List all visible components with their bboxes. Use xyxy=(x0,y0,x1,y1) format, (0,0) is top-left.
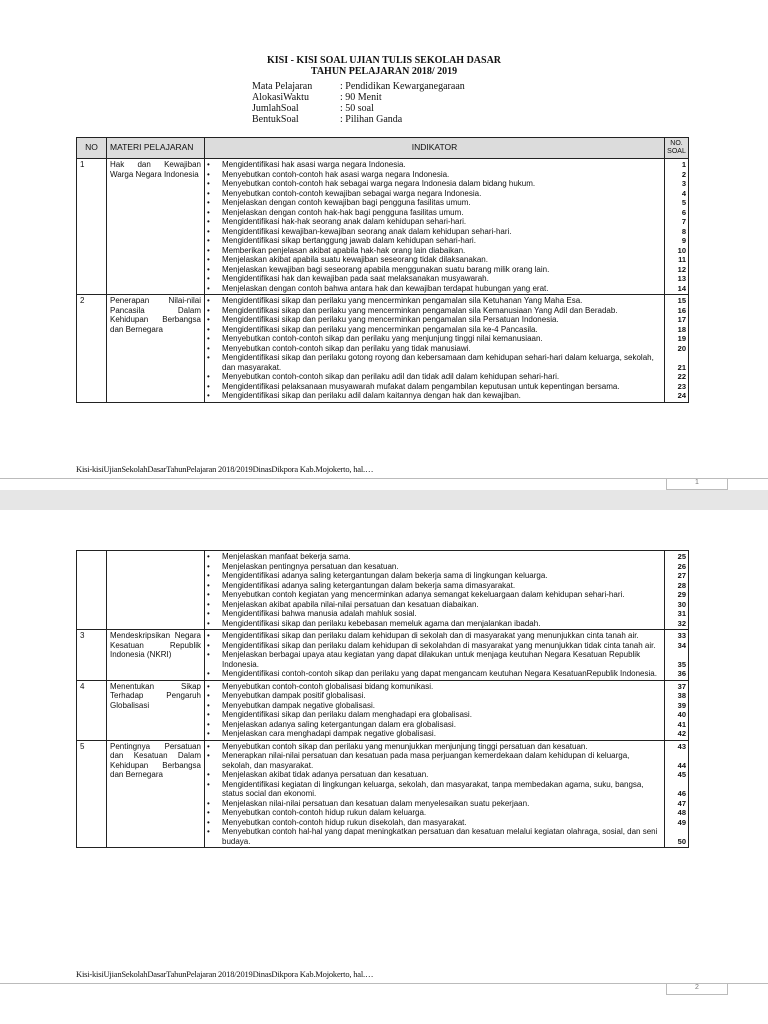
soal-number-list xyxy=(667,682,686,739)
indicator-item: • Mengidentifikasi pelaksanaan musyawarah mufakat dalam pengambilan keputusan untuk kepentingan bersama. xyxy=(207,382,661,392)
indicator-item: • Menyebutkan contoh-contoh hak sebagai warga negara Indonesia dalam bidang hukum. xyxy=(207,179,661,189)
row-no: 4 xyxy=(77,680,107,740)
soal-number: 21 xyxy=(677,362,686,372)
soal-number: 13 xyxy=(677,274,686,283)
indicator-item: • Menjelaskan berbagai upaya atau kegiatan yang dapat dilakukan untuk menjaga keutuhan Negara Kesatuan Republik Indonesia. xyxy=(207,650,661,669)
indicator-list xyxy=(207,682,661,739)
soal-number: 34 xyxy=(677,640,686,650)
page-number: 2 xyxy=(666,983,728,995)
indicator-item: • Menyebutkan contoh-contoh sikap dan perilaku yang menjunjung tinggi nilai kemanusiaan. xyxy=(207,334,661,344)
row-materi: Hak dan Kewajiban Warga Negara Indonesia xyxy=(107,159,205,295)
soal-number: 27 xyxy=(677,571,686,580)
soal-number-list xyxy=(667,742,686,847)
indicator-item: • Menjelaskan cara menghadapi dampak negative globalisasi. xyxy=(207,729,661,739)
indicator-item: • Mengidentifikasi sikap bertanggung jawab dalam kehidupan sehari-hari. xyxy=(207,236,661,246)
page-divider xyxy=(0,478,768,479)
soal-number: 50 xyxy=(677,836,686,846)
soal-number: 19 xyxy=(677,334,686,343)
soal-number: 17 xyxy=(677,315,686,324)
soal-number: 29 xyxy=(677,590,686,599)
indicator-item: • Mengidentifikasi sikap dan perilaku dalam menghadapi era globalisasi. xyxy=(207,710,661,720)
meta-key: BentukSoal xyxy=(252,114,299,125)
soal-number: 8 xyxy=(681,226,686,236)
soal-number: 45 xyxy=(677,770,686,779)
indicator-item: • Menjelaskan akibat tidak adanya persatuan dan kesatuan. xyxy=(207,770,661,780)
meta-key: Mata Pelajaran xyxy=(252,81,313,92)
page-footer: Kisi-kisiUjianSekolahDasarTahunPelajaran 2018/2019DinasDikpora Kab.Mojokerto, hal.… xyxy=(76,969,374,979)
soal-number: 5 xyxy=(681,198,686,207)
indicator-item: • Mengidentifikasi sikap dan perilaku yang mencerminkan pengamalan sila Kemanusiaan Yang Adil dan Beradab. xyxy=(207,306,661,316)
indicator-item: • Mengidentifikasi adanya saling ketergantungan dalam bekerja sama di lingkungan keluarga. xyxy=(207,571,661,581)
meta-row-count xyxy=(252,103,465,114)
soal-number-list xyxy=(667,296,686,401)
indicator-item: • Mengidentifikasi hak asasi warga negara Indonesia. xyxy=(207,160,661,170)
soal-number: 24 xyxy=(677,391,686,400)
meta-row-subject xyxy=(252,81,465,92)
indicator-item: • Mengidentifikasi hak-hak seorang anak dalam kehidupan sehari-hari. xyxy=(207,217,661,227)
indicator-item: • Mengidentifikasi sikap dan perilaku yang mencerminkan pengamalan sila Ketuhanan Yang Maha Esa. xyxy=(207,296,661,306)
table-header-row xyxy=(77,138,689,159)
soal-number: 6 xyxy=(681,207,686,217)
page-number: 1 xyxy=(666,478,728,490)
indicator-item: • Menjelaskan nilai-nilai persatuan dan kesatuan dalam menyelesaikan suatu pekerjaan. xyxy=(207,799,661,809)
soal-number: 32 xyxy=(677,618,686,628)
page-divider xyxy=(0,983,768,984)
soal-number: 28 xyxy=(677,580,686,590)
row-materi: Pentingnya Persatuan dan Kesatuan Dalam Kehidupan Berbangsa dan Bernegara xyxy=(107,740,205,848)
indicator-item: • Mengidentifikasi bahwa manusia adalah mahluk sosial. xyxy=(207,609,661,619)
soal-number: 10 xyxy=(677,245,686,255)
indicator-item: • Mengidentifikasi sikap dan perilaku adil dalam kaitannya dengan hak dan kewajiban. xyxy=(207,391,661,401)
indicator-item: • Mengidentifikasi hak dan kewajiban pada saat melaksanakan musyawarah. xyxy=(207,274,661,284)
table-row xyxy=(77,295,689,403)
meta-value: : 50 soal xyxy=(340,103,374,114)
row-materi xyxy=(107,551,205,630)
soal-number: 39 xyxy=(677,700,686,710)
soal-number: 35 xyxy=(677,659,686,669)
indicator-item: • Menyebutkan contoh-contoh sikap dan perilaku adil dan tidak adil dalam kehidupan sehari-hari. xyxy=(207,372,661,382)
row-materi: Penerapan Nilai-nilai Pancasila Dalam Kehidupan Berbangsa dan Bernegara xyxy=(107,295,205,403)
indicator-item: • Menyebutkan contoh-contoh globalisasi bidang komunikasi. xyxy=(207,682,661,692)
soal-number: 9 xyxy=(681,236,686,245)
indicator-item: • Menjelaskan dengan contoh hak-hak bagi pengguna fasilitas umum. xyxy=(207,208,661,218)
soal-number: 11 xyxy=(678,255,686,264)
document-subtitle: TAHUN PELAJARAN 2018/ 2019 xyxy=(310,66,458,77)
soal-number-list xyxy=(667,631,686,679)
indicator-list xyxy=(207,296,661,401)
table-row xyxy=(77,630,689,681)
indicator-item: • Mengidentifikasi adanya saling ketergantungan dalam bekerja sama dimasyarakat. xyxy=(207,581,661,591)
kisi-table-page-1 xyxy=(76,137,689,403)
page-footer: Kisi-kisiUjianSekolahDasarTahunPelajaran 2018/2019DinasDikpora Kab.Mojokerto, hal.… xyxy=(76,464,374,474)
meta-info xyxy=(252,81,465,125)
soal-number: 42 xyxy=(677,729,686,738)
indicator-item: • Menerapkan nilai-nilai persatuan dan kesatuan pada masa perjuangan kemerdekaan dalam kehidupan di keluarga, sekolah, dan masyarakat. xyxy=(207,751,661,770)
meta-row-type xyxy=(252,114,465,125)
indicator-item: • Menyebutkan contoh sikap dan perilaku yang menunjukkan menjunjung tinggi persatuan dan kesatuan. xyxy=(207,742,661,752)
indicator-item: • Menjelaskan manfaat bekerja sama. xyxy=(207,552,661,562)
header-indikator: INDIKATOR xyxy=(205,138,665,159)
soal-number: 14 xyxy=(677,283,686,293)
indicator-item: • Mengidentifikasi kegiatan di lingkungan keluarga, sekolah, dan masyarakat, tanpa membedakan agama, suku, bangsa, status social dan ekonomi. xyxy=(207,780,661,799)
indicator-item: • Mengidentifikasi sikap dan perilaku yang mencerminkan pengamalan sila ke-4 Pancasila. xyxy=(207,325,661,335)
soal-number: 46 xyxy=(677,789,686,798)
soal-number: 41 xyxy=(677,719,686,729)
table-row xyxy=(77,680,689,740)
indicator-list xyxy=(207,631,661,679)
indicator-item: • Menjelaskan akibat apabila suatu kewajiban seseorang tidak dilaksanakan. xyxy=(207,255,661,265)
table-row xyxy=(77,551,689,630)
soal-number: 30 xyxy=(677,599,686,609)
meta-value: : 90 Menit xyxy=(340,92,382,103)
document-page-2 xyxy=(0,510,768,1024)
soal-number: 1 xyxy=(681,160,686,169)
soal-number-list xyxy=(667,160,686,293)
row-materi: Mendeskripsikan Negara Kesatuan Republik Indonesia (NKRI) xyxy=(107,630,205,681)
indicator-item: • Menjelaskan adanya saling ketergantungan dalam era globalisasi. xyxy=(207,720,661,730)
soal-number: 22 xyxy=(677,372,686,381)
header-no: NO xyxy=(77,138,107,159)
soal-number: 44 xyxy=(677,760,686,770)
page-gap xyxy=(0,490,768,510)
soal-number: 3 xyxy=(681,179,686,188)
indicator-item: • Mengidentifikasi sikap dan perilaku dalam kehidupan di sekolah dan di masyarakat yang menunjukkan cinta tanah air. xyxy=(207,631,661,641)
indicator-item: • Menyebutkan dampak negative globalisasi. xyxy=(207,701,661,711)
soal-number: 49 xyxy=(677,817,686,827)
meta-key: JumlahSoal xyxy=(252,103,299,114)
indicator-list xyxy=(207,552,661,628)
meta-key: AlokasiWaktu xyxy=(252,92,309,103)
soal-number: 33 xyxy=(677,631,686,640)
soal-number: 2 xyxy=(681,169,686,179)
meta-value: : Pilihan Ganda xyxy=(340,114,403,125)
soal-number: 7 xyxy=(681,217,686,226)
row-no: 3 xyxy=(77,630,107,681)
indicator-item: • Menyebutkan contoh-contoh kewajiban sebagai warga negara Indonesia. xyxy=(207,189,661,199)
indicator-item: • Menyebutkan contoh-contoh hidup rukun dalam keluarga. xyxy=(207,808,661,818)
table-row xyxy=(77,740,689,848)
indicator-item: • Menjelaskan kewajiban bagi seseorang apabila menggunakan suatu barang milik orang lain. xyxy=(207,265,661,275)
row-no: 2 xyxy=(77,295,107,403)
indicator-item: • Mengidentifikasi sikap dan perilaku gotong royong dan kebersamaan dam kehidupan sehari-hari dalam keluarga, sekolah, dan masyarakat. xyxy=(207,353,661,372)
soal-number: 15 xyxy=(677,296,686,305)
indicator-item: • Menyebutkan contoh-contoh sikap dan perilaku yang tidak manusiawi. xyxy=(207,344,661,354)
indicator-item: • Menyebutkan contoh-contoh hak asasi warga negara Indonesia. xyxy=(207,170,661,180)
soal-number: 23 xyxy=(677,381,686,391)
meta-row-time xyxy=(252,92,465,103)
indicator-item: • Mengidentifikasi sikap dan perilaku yang mencerminkan pengamalan sila Persatuan Indonesia. xyxy=(207,315,661,325)
row-materi: Menentukan Sikap Terhadap Pengaruh Globalisasi xyxy=(107,680,205,740)
soal-number: 31 xyxy=(677,609,686,618)
indicator-item: • Menyebutkan contoh-contoh hidup rukun disekolah, dan masyarakat. xyxy=(207,818,661,828)
meta-value: : Pendidikan Kewarganegaraan xyxy=(340,81,465,92)
document-page-1 xyxy=(0,0,768,490)
indicator-item: • Mengidentifikasi sikap dan perilaku kebebasan memeluk agama dan menjalankan ibadah. xyxy=(207,619,661,629)
indicator-item: • Menyebutkan dampak positif globalisasi. xyxy=(207,691,661,701)
table-row xyxy=(77,159,689,295)
indicator-item: • Menjelaskan dengan contoh bahwa antara hak dan kewajiban terdapat hubungan yang erat. xyxy=(207,284,661,294)
row-no: 1 xyxy=(77,159,107,295)
soal-number: 47 xyxy=(677,798,686,808)
indicator-item: • Menjelaskan pentingnya persatuan dan kesatuan. xyxy=(207,562,661,572)
indicator-list xyxy=(207,160,661,293)
header-materi: MATERI PELAJARAN xyxy=(107,138,205,159)
header-no-soal: NO. SOAL xyxy=(665,138,689,159)
soal-number: 20 xyxy=(677,343,686,353)
soal-number: 48 xyxy=(677,808,686,817)
soal-number: 40 xyxy=(677,710,686,719)
document-title: KISI - KISI SOAL UJIAN TULIS SEKOLAH DASAR xyxy=(266,55,502,66)
indicator-item: • Mengidentifikasi sikap dan perilaku dalam kehidupan di sekolahdan di masyarakat yang menunjukkan tidak cinta tanah air. xyxy=(207,641,661,651)
soal-number: 36 xyxy=(677,669,686,678)
soal-number: 4 xyxy=(681,188,686,198)
indicator-item: • Mengidentifikasi kewajiban-kewajiban seorang anak dalam kehidupan sehari-hari. xyxy=(207,227,661,237)
soal-number: 38 xyxy=(677,691,686,700)
indicator-item: • Memberikan penjelasan akibat apabila hak-hak orang lain diabaikan. xyxy=(207,246,661,256)
soal-number: 12 xyxy=(677,264,686,274)
soal-number: 26 xyxy=(677,561,686,571)
indicator-item: • Menyebutkan contoh hal-hal yang dapat meningkatkan persatuan dan kesatuan melalui kegiatan olahraga, sosial, dan seni budaya. xyxy=(207,827,661,846)
row-no xyxy=(77,551,107,630)
indicator-item: • Menjelaskan dengan contoh kewajiban bagi pengguna fasilitas umum. xyxy=(207,198,661,208)
indicator-item: • Mengidentifikasi contoh-contoh sikap dan perilaku yang dapat mengancam keutuhan Negara KesatuanRepublik Indonesia. xyxy=(207,669,661,679)
kisi-table-page-2 xyxy=(76,550,689,848)
soal-number: 18 xyxy=(677,324,686,334)
indicator-list xyxy=(207,742,661,847)
indicator-item: • Menyebutkan contoh kegiatan yang mencerminkan adanya semangat kekeluargaan dalam kehidupan sehari-hari. xyxy=(207,590,661,600)
soal-number: 25 xyxy=(677,552,686,561)
soal-number: 16 xyxy=(677,305,686,315)
soal-number: 43 xyxy=(677,741,686,751)
soal-number-list xyxy=(667,552,686,628)
indicator-item: • Menjelaskan akibat apabila nilai-nilai persatuan dan kesatuan diabaikan. xyxy=(207,600,661,610)
row-no: 5 xyxy=(77,740,107,848)
soal-number: 37 xyxy=(677,681,686,691)
